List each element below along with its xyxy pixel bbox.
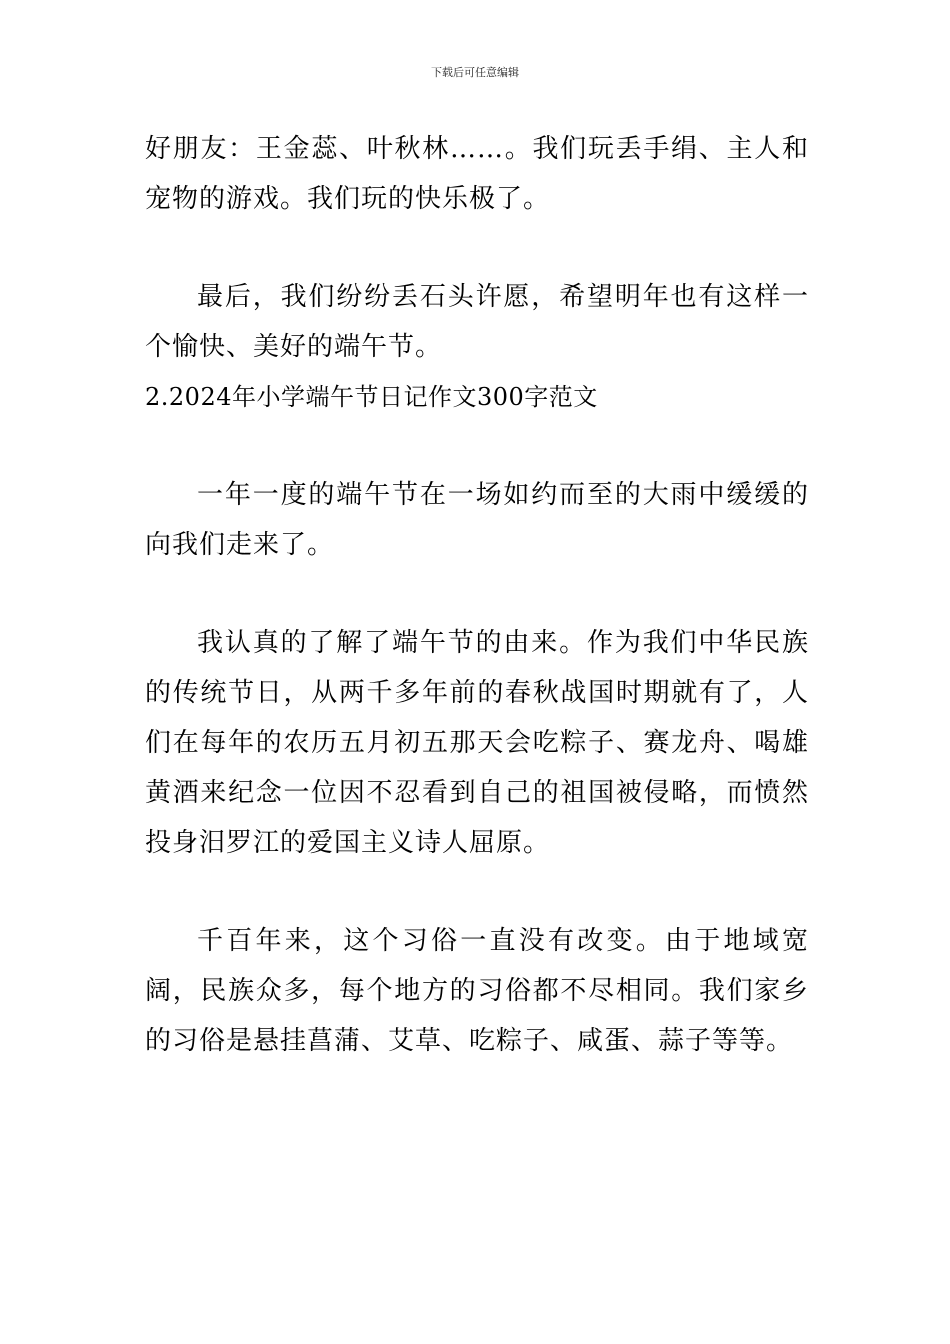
page-header-note: 下载后可任意编辑 xyxy=(431,66,519,79)
paragraph-customs: 千百年来，这个习俗一直没有改变。由于地域宽阔，民族众多，每个地方的习俗都不尽相同。我们家乡的习俗是悬挂菖蒲、艾草、吃粽子、咸蛋、蒜子等等。 xyxy=(145,926,809,1056)
paragraph-continuation: 好朋友：王金蕊、叶秋林……。我们玩丢手绢、主人和宠物的游戏。我们玩的快乐极了。 xyxy=(145,134,809,214)
paragraph-intro: 一年一度的端午节在一场如约而至的大雨中缓缓的向我们走来了。 xyxy=(145,480,809,560)
document-body xyxy=(145,124,809,1066)
section-title: 2.2024年小学端午节日记作文300字范文 xyxy=(145,383,598,411)
paragraph-wish: 最后，我们纷纷丢石头许愿，希望明年也有这样一个愉快、美好的端午节。 xyxy=(145,282,809,362)
paragraph-origin: 我认真的了解了端午节的由来。作为我们中华民族的传统节日，从两千多年前的春秋战国时期就有了，人们在每年的农历五月初五那天会吃粽子、赛龙舟、喝雄黄酒来纪念一位因不忍看到自己的祖国被侵略，而愤然投身汨罗江的爱国主义诗人屈原。 xyxy=(145,628,809,858)
